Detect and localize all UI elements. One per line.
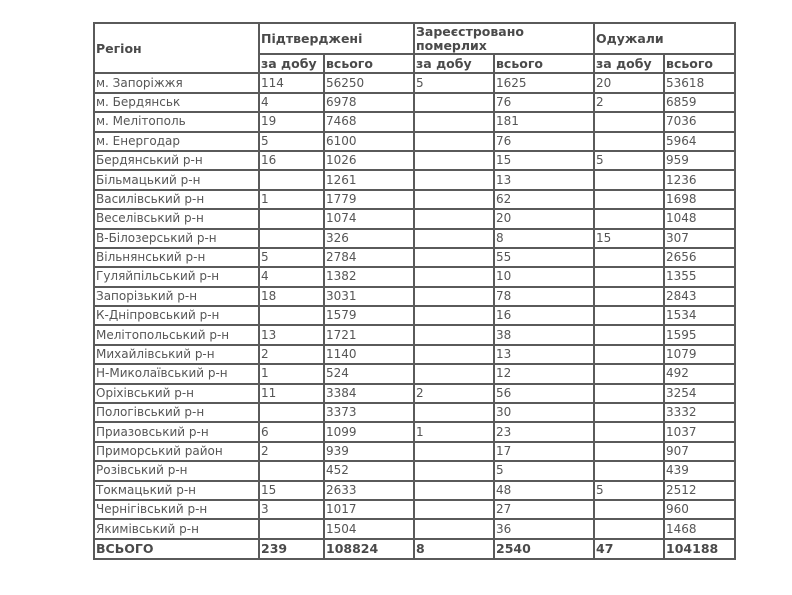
table-row — [94, 384, 735, 403]
cell-region: Приазовський р-н — [94, 422, 259, 441]
cell-confirmed-per-day: 1 — [259, 364, 324, 383]
cell-region: Якимівський р-н — [94, 519, 259, 538]
cell-deaths-total: 30 — [494, 403, 594, 422]
cell-recovered-per-day: 15 — [594, 229, 664, 248]
cell-region: Михайлівський р-н — [94, 345, 259, 364]
cell-confirmed-total: 7468 — [324, 112, 414, 131]
cell-confirmed-per-day: 4 — [259, 93, 324, 112]
cell-confirmed-total: 524 — [324, 364, 414, 383]
cell-confirmed-total: 3031 — [324, 287, 414, 306]
cell-confirmed-per-day: 4 — [259, 267, 324, 286]
cell-confirmed-per-day — [259, 403, 324, 422]
cell-deaths-total: 55 — [494, 248, 594, 267]
table-row — [94, 403, 735, 422]
cell-confirmed-per-day: 18 — [259, 287, 324, 306]
cell-recovered-per-day — [594, 170, 664, 189]
table-row — [94, 229, 735, 248]
cell-recovered-total: 2512 — [664, 481, 735, 500]
table-row — [94, 422, 735, 441]
header-deaths-per-day: за добу — [414, 54, 494, 73]
cell-recovered-total: 1468 — [664, 519, 735, 538]
cell-confirmed-total: 1140 — [324, 345, 414, 364]
cell-confirmed-total: 1099 — [324, 422, 414, 441]
cell-deaths-per-day — [414, 112, 494, 131]
cell-recovered-per-day — [594, 500, 664, 519]
cell-confirmed-per-day: 6 — [259, 422, 324, 441]
cell-recovered-per-day — [594, 267, 664, 286]
table-row — [94, 190, 735, 209]
cell-deaths-per-day — [414, 461, 494, 480]
cell-recovered-total: 307 — [664, 229, 735, 248]
cell-recovered-per-day — [594, 519, 664, 538]
header-region: Регіон — [94, 23, 259, 73]
cell-recovered-total: 7036 — [664, 112, 735, 131]
cell-recovered-per-day — [594, 209, 664, 228]
cell-deaths-per-day — [414, 209, 494, 228]
cell-region: Токмацький р-н — [94, 481, 259, 500]
cell-region: м. Енергодар — [94, 132, 259, 151]
cell-recovered-total: 2656 — [664, 248, 735, 267]
cell-confirmed-per-day — [259, 209, 324, 228]
cell-deaths-per-day — [414, 325, 494, 344]
cell-confirmed-total: 326 — [324, 229, 414, 248]
cell-confirmed-total: 3384 — [324, 384, 414, 403]
table-row — [94, 267, 735, 286]
cell-recovered-per-day — [594, 112, 664, 131]
cell-deaths-per-day — [414, 248, 494, 267]
cell-deaths-total: 62 — [494, 190, 594, 209]
cell-confirmed-total: 1382 — [324, 267, 414, 286]
cell-recovered-per-day: 5 — [594, 481, 664, 500]
cell-region: Більмацький р-н — [94, 170, 259, 189]
cell-region: К-Дніпровський р-н — [94, 306, 259, 325]
cell-recovered-per-day — [594, 364, 664, 383]
cell-deaths-per-day — [414, 170, 494, 189]
cell-confirmed-total: 452 — [324, 461, 414, 480]
cell-confirmed-total: 1721 — [324, 325, 414, 344]
cell-region: Чернігівський р-н — [94, 500, 259, 519]
table-row — [94, 364, 735, 383]
cell-recovered-per-day — [594, 461, 664, 480]
table-row — [94, 500, 735, 519]
cell-recovered-per-day — [594, 442, 664, 461]
cell-deaths-per-day — [414, 519, 494, 538]
cell-recovered-per-day — [594, 384, 664, 403]
table-row — [94, 345, 735, 364]
cell-deaths-per-day — [414, 93, 494, 112]
cell-deaths-total: 181 — [494, 112, 594, 131]
cell-deaths-per-day — [414, 267, 494, 286]
cell-deaths-total: 48 — [494, 481, 594, 500]
cell-confirmed-per-day — [259, 461, 324, 480]
header-confirmed-per-day: за добу — [259, 54, 324, 73]
table-row — [94, 306, 735, 325]
cell-recovered-total: 3254 — [664, 384, 735, 403]
cell-recovered-total: 1079 — [664, 345, 735, 364]
cell-recovered-per-day — [594, 248, 664, 267]
cell-confirmed-total: 108824 — [324, 539, 414, 559]
cell-deaths-total: 20 — [494, 209, 594, 228]
covid-stats-container — [93, 22, 736, 560]
cell-deaths-total: 1625 — [494, 73, 594, 92]
cell-region: Н-Миколаївський р-н — [94, 364, 259, 383]
cell-confirmed-total: 3373 — [324, 403, 414, 422]
cell-recovered-total: 492 — [664, 364, 735, 383]
cell-recovered-per-day: 47 — [594, 539, 664, 559]
header-row-groups — [94, 23, 735, 54]
cell-confirmed-per-day: 15 — [259, 481, 324, 500]
table-row — [94, 287, 735, 306]
cell-confirmed-per-day: 16 — [259, 151, 324, 170]
cell-recovered-total: 960 — [664, 500, 735, 519]
cell-deaths-per-day: 8 — [414, 539, 494, 559]
cell-deaths-per-day — [414, 190, 494, 209]
cell-recovered-total: 5964 — [664, 132, 735, 151]
cell-confirmed-per-day: 5 — [259, 132, 324, 151]
cell-region: м. Мелітополь — [94, 112, 259, 131]
cell-confirmed-per-day: 19 — [259, 112, 324, 131]
cell-recovered-per-day — [594, 345, 664, 364]
table-row — [94, 519, 735, 538]
cell-region: Гуляйпільський р-н — [94, 267, 259, 286]
covid-stats-table — [93, 22, 736, 560]
cell-recovered-total: 3332 — [664, 403, 735, 422]
cell-region: Бердянський р-н — [94, 151, 259, 170]
cell-confirmed-per-day — [259, 519, 324, 538]
cell-confirmed-total: 1074 — [324, 209, 414, 228]
cell-recovered-total: 1236 — [664, 170, 735, 189]
table-row — [94, 73, 735, 92]
cell-confirmed-per-day: 5 — [259, 248, 324, 267]
cell-recovered-total: 1595 — [664, 325, 735, 344]
cell-confirmed-per-day: 1 — [259, 190, 324, 209]
cell-confirmed-per-day: 11 — [259, 384, 324, 403]
table-row — [94, 112, 735, 131]
cell-deaths-per-day: 2 — [414, 384, 494, 403]
cell-region: В-Білозерський р-н — [94, 229, 259, 248]
cell-region: Розівський р-н — [94, 461, 259, 480]
cell-recovered-per-day — [594, 325, 664, 344]
cell-confirmed-total: 6978 — [324, 93, 414, 112]
cell-deaths-total: 5 — [494, 461, 594, 480]
cell-confirmed-total: 56250 — [324, 73, 414, 92]
table-row — [94, 93, 735, 112]
cell-deaths-total: 27 — [494, 500, 594, 519]
cell-region: Пологівський р-н — [94, 403, 259, 422]
cell-deaths-per-day — [414, 306, 494, 325]
cell-confirmed-per-day: 13 — [259, 325, 324, 344]
cell-deaths-total: 76 — [494, 93, 594, 112]
cell-region: Вільнянський р-н — [94, 248, 259, 267]
table-row — [94, 248, 735, 267]
cell-confirmed-total: 1504 — [324, 519, 414, 538]
header-confirmed: Підтверджені — [259, 23, 414, 54]
cell-deaths-total: 13 — [494, 170, 594, 189]
cell-recovered-total: 2843 — [664, 287, 735, 306]
cell-recovered-total: 6859 — [664, 93, 735, 112]
cell-deaths-total: 16 — [494, 306, 594, 325]
cell-deaths-per-day — [414, 151, 494, 170]
cell-recovered-per-day — [594, 287, 664, 306]
cell-region: Василівський р-н — [94, 190, 259, 209]
cell-confirmed-total: 1779 — [324, 190, 414, 209]
cell-deaths-total: 36 — [494, 519, 594, 538]
cell-recovered-total: 907 — [664, 442, 735, 461]
table-row — [94, 170, 735, 189]
cell-confirmed-per-day: 3 — [259, 500, 324, 519]
cell-recovered-per-day — [594, 190, 664, 209]
cell-recovered-per-day — [594, 403, 664, 422]
header-deaths-total: всього — [494, 54, 594, 73]
cell-recovered-per-day — [594, 132, 664, 151]
cell-deaths-total: 17 — [494, 442, 594, 461]
cell-region: ВСЬОГО — [94, 539, 259, 559]
cell-deaths-total: 8 — [494, 229, 594, 248]
table-row — [94, 481, 735, 500]
cell-deaths-total: 38 — [494, 325, 594, 344]
cell-confirmed-total: 2784 — [324, 248, 414, 267]
cell-recovered-total: 1534 — [664, 306, 735, 325]
cell-confirmed-total: 2633 — [324, 481, 414, 500]
cell-deaths-per-day — [414, 481, 494, 500]
cell-recovered-per-day: 2 — [594, 93, 664, 112]
cell-confirmed-per-day — [259, 170, 324, 189]
header-recovered-total: всього — [664, 54, 735, 73]
cell-deaths-total: 10 — [494, 267, 594, 286]
cell-deaths-per-day: 1 — [414, 422, 494, 441]
table-total-row — [94, 539, 735, 559]
header-recovered: Одужали — [594, 23, 735, 54]
cell-deaths-per-day — [414, 442, 494, 461]
cell-deaths-total: 12 — [494, 364, 594, 383]
cell-confirmed-per-day: 2 — [259, 442, 324, 461]
cell-recovered-total: 1355 — [664, 267, 735, 286]
cell-region: Мелітопольський р-н — [94, 325, 259, 344]
cell-recovered-total: 959 — [664, 151, 735, 170]
cell-recovered-per-day: 20 — [594, 73, 664, 92]
cell-deaths-total: 23 — [494, 422, 594, 441]
cell-recovered-total: 1698 — [664, 190, 735, 209]
cell-recovered-total: 439 — [664, 461, 735, 480]
cell-confirmed-total: 1017 — [324, 500, 414, 519]
header-deaths: Зареєстровано померлих — [414, 23, 594, 54]
cell-deaths-per-day — [414, 403, 494, 422]
cell-recovered-per-day — [594, 306, 664, 325]
cell-deaths-total: 76 — [494, 132, 594, 151]
cell-deaths-total: 13 — [494, 345, 594, 364]
table-row — [94, 442, 735, 461]
cell-deaths-per-day — [414, 287, 494, 306]
cell-recovered-per-day: 5 — [594, 151, 664, 170]
cell-deaths-total: 2540 — [494, 539, 594, 559]
cell-recovered-per-day — [594, 422, 664, 441]
cell-recovered-total: 104188 — [664, 539, 735, 559]
cell-confirmed-per-day: 2 — [259, 345, 324, 364]
cell-confirmed-total: 939 — [324, 442, 414, 461]
cell-region: м. Бердянськ — [94, 93, 259, 112]
cell-region: Веселівський р-н — [94, 209, 259, 228]
cell-confirmed-total: 6100 — [324, 132, 414, 151]
cell-region: м. Запоріжжя — [94, 73, 259, 92]
cell-confirmed-total: 1579 — [324, 306, 414, 325]
table-row — [94, 209, 735, 228]
header-recovered-per-day: за добу — [594, 54, 664, 73]
table-row — [94, 325, 735, 344]
header-confirmed-total: всього — [324, 54, 414, 73]
cell-deaths-per-day — [414, 364, 494, 383]
cell-deaths-total: 15 — [494, 151, 594, 170]
cell-deaths-total: 78 — [494, 287, 594, 306]
cell-deaths-total: 56 — [494, 384, 594, 403]
cell-confirmed-per-day: 114 — [259, 73, 324, 92]
cell-region: Запорізький р-н — [94, 287, 259, 306]
cell-region: Приморський район — [94, 442, 259, 461]
cell-recovered-total: 1048 — [664, 209, 735, 228]
cell-deaths-per-day — [414, 132, 494, 151]
table-body — [94, 73, 735, 558]
cell-recovered-total: 53618 — [664, 73, 735, 92]
cell-deaths-per-day — [414, 229, 494, 248]
cell-confirmed-per-day — [259, 306, 324, 325]
cell-region: Оріхівський р-н — [94, 384, 259, 403]
cell-confirmed-total: 1261 — [324, 170, 414, 189]
cell-deaths-per-day: 5 — [414, 73, 494, 92]
cell-deaths-per-day — [414, 345, 494, 364]
cell-confirmed-total: 1026 — [324, 151, 414, 170]
table-row — [94, 151, 735, 170]
table-row — [94, 461, 735, 480]
table-row — [94, 132, 735, 151]
cell-deaths-per-day — [414, 500, 494, 519]
cell-confirmed-per-day — [259, 229, 324, 248]
cell-recovered-total: 1037 — [664, 422, 735, 441]
cell-confirmed-per-day: 239 — [259, 539, 324, 559]
